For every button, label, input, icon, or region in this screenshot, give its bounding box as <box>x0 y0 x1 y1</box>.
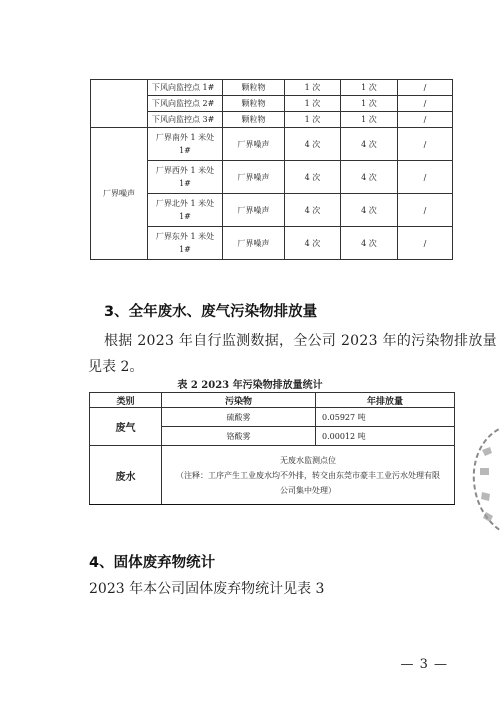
header-category: 类别 <box>90 393 162 408</box>
location-cell <box>148 194 223 227</box>
amount-cell: 0.05927 吨 <box>316 408 455 427</box>
location-cell <box>148 227 223 260</box>
actual-cell: 1 次 <box>341 96 398 112</box>
monitoring-table <box>90 79 453 260</box>
location-cell: 下风向监控点 3# <box>148 112 223 128</box>
seal-stamp-icon <box>468 420 500 540</box>
pollutant-cell: 厂界噪声 <box>223 128 285 161</box>
location-line2: 1# <box>179 146 191 155</box>
remark-cell: / <box>398 227 453 260</box>
remark-cell: / <box>398 128 453 161</box>
pollutant-cell: 铬酸雾 <box>162 427 316 446</box>
planned-cell: 4 次 <box>285 161 341 194</box>
header-pollutant: 污染物 <box>162 393 316 408</box>
actual-cell: 4 次 <box>341 194 398 227</box>
paragraph-line: 根据 2023 年自行监测数据，全公司 2023 年的污染物排放量 <box>104 333 497 349</box>
location-line2: 1# <box>179 212 191 221</box>
pollutant-cell: 厂界噪声 <box>223 194 285 227</box>
location-line2: 1# <box>179 179 191 188</box>
pollutant-cell: 颗粒物 <box>223 80 285 96</box>
actual-cell: 4 次 <box>341 128 398 161</box>
amount-cell: 0.00012 吨 <box>316 427 455 446</box>
actual-cell: 1 次 <box>341 112 398 128</box>
pollutant-cell: 颗粒物 <box>223 96 285 112</box>
planned-cell: 1 次 <box>285 80 341 96</box>
remark-cell: / <box>398 161 453 194</box>
table-header-row <box>90 393 455 408</box>
table-row <box>90 408 455 427</box>
actual-cell: 4 次 <box>341 161 398 194</box>
table-row <box>91 80 453 96</box>
table-row <box>91 128 453 161</box>
location-cell: 下风向监控点 1# <box>148 80 223 96</box>
location-line1: 厂界西外 1 米处 <box>155 166 215 175</box>
remark-cell: / <box>398 80 453 96</box>
note-line: （注释：工序产生工业废水均不外排，转交由东莞市豪丰工业污水处理有限 <box>176 470 440 480</box>
table-caption: 表 2 2023 年污染物排放量统计 <box>177 380 323 391</box>
planned-cell: 1 次 <box>285 96 341 112</box>
group-cell-noise: 厂界噪声 <box>91 128 148 260</box>
location-line2: 1# <box>179 245 191 254</box>
location-cell <box>148 161 223 194</box>
location-line1: 厂界东外 1 米处 <box>155 232 215 241</box>
planned-cell: 4 次 <box>285 227 341 260</box>
remark-cell: / <box>398 194 453 227</box>
pollutant-cell: 厂界噪声 <box>223 161 285 194</box>
location-line1: 厂界南外 1 米处 <box>155 133 215 142</box>
pollutant-cell: 颗粒物 <box>223 112 285 128</box>
pollutant-cell: 厂界噪声 <box>223 227 285 260</box>
actual-cell: 1 次 <box>341 80 398 96</box>
category-cell: 废水 <box>90 446 162 505</box>
section-heading: 3、全年废水、废气污染物排放量 <box>104 304 318 320</box>
planned-cell: 1 次 <box>285 112 341 128</box>
page-number: — 3 — <box>400 657 448 672</box>
remark-cell: / <box>398 112 453 128</box>
paragraph-line: 2023 年本公司固体废弃物统计见表 3 <box>89 581 325 597</box>
actual-cell: 4 次 <box>341 227 398 260</box>
location-line1: 厂界北外 1 米处 <box>155 199 215 208</box>
pollutant-cell: 硫酸雾 <box>162 408 316 427</box>
category-cell: 废气 <box>90 408 162 446</box>
header-amount: 年排放量 <box>316 393 455 408</box>
note-line: 公司集中处理） <box>280 485 336 495</box>
planned-cell: 4 次 <box>285 128 341 161</box>
table-row <box>90 446 455 505</box>
location-cell: 下风向监控点 2# <box>148 96 223 112</box>
emissions-table <box>89 392 455 505</box>
wastewater-note-cell <box>162 446 455 505</box>
remark-cell: / <box>398 96 453 112</box>
group-cell-empty <box>91 80 148 128</box>
section-heading: 4、固体废弃物统计 <box>89 555 216 571</box>
note-line: 无废水监测点位 <box>280 455 336 465</box>
location-cell <box>148 128 223 161</box>
paragraph-line: 见表 2。 <box>88 359 144 375</box>
planned-cell: 4 次 <box>285 194 341 227</box>
